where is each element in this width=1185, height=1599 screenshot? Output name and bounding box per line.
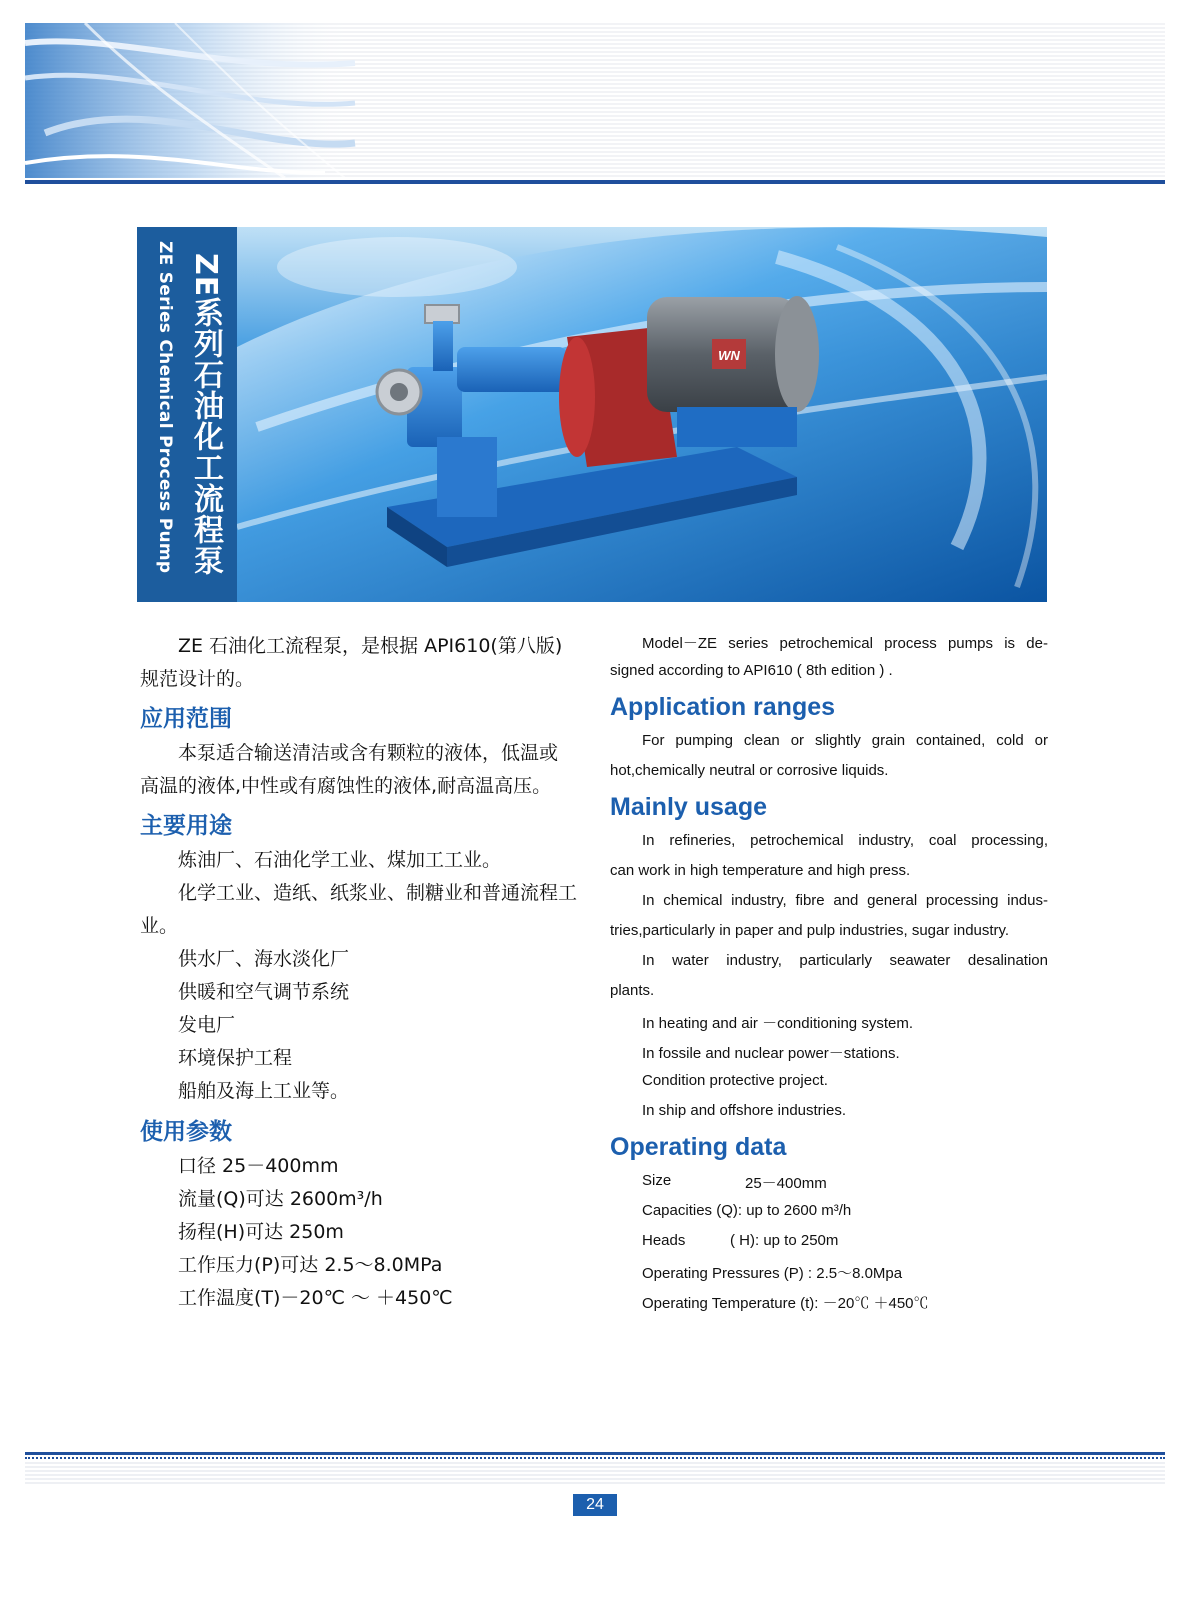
footer-band [25, 1462, 1165, 1484]
cn-usage-2b: 业。 [140, 915, 179, 937]
cn-usage-3: 供水厂、海水淡化厂 [178, 948, 350, 970]
en-op-temperature: Operating Temperature (t): －20℃ ＋450℃ [642, 1295, 929, 1312]
cn-usage-6: 环境保护工程 [178, 1047, 293, 1069]
cn-usage-4: 供暖和空气调节系统 [178, 981, 350, 1003]
motor-logo: WN [718, 348, 740, 363]
cn-usage-5: 发电厂 [178, 1014, 236, 1036]
cn-application-line-2: 高温的液体,中性或有腐蚀性的液体,耐高温高压。 [140, 775, 552, 797]
cn-intro-line-2: 规范设计的。 [140, 668, 255, 690]
swirl-graphic [25, 23, 1165, 178]
en-usage-6: Condition protective project. [642, 1072, 828, 1089]
cn-intro-line-1: ZE 石油化工流程泵，是根据 API610(第八版) [178, 635, 563, 657]
cn-usage-2a: 化学工业、造纸、纸浆业、制糖业和普通流程工 [178, 882, 578, 904]
en-op-heads-label: Heads [642, 1232, 686, 1249]
en-usage-2a: In chemical industry, fibre and general processing indus- [642, 892, 1048, 909]
pump-on-wave-illustration [137, 227, 1047, 602]
en-op-size-label: Size [642, 1172, 672, 1189]
page-number: 24 [573, 1494, 617, 1516]
cn-heading-usage: 主要用途 [140, 813, 232, 839]
cn-param-size: 口径 25－400mm [178, 1155, 339, 1177]
en-usage-5: In fossile and nuclear power－stations. [642, 1045, 900, 1062]
cn-heading-application: 应用范围 [140, 706, 232, 732]
header-banner [25, 23, 1165, 178]
en-usage-1b: can work in high temperature and high press. [610, 862, 911, 879]
en-op-pressure: Operating Pressures (P) : 2.5～8.0Mpa [642, 1265, 903, 1282]
cn-heading-params: 使用参数 [140, 1119, 232, 1145]
en-usage-7: In ship and offshore industries. [642, 1102, 847, 1119]
en-heading-usage: Mainly usage [610, 793, 767, 821]
cn-param-temperature: 工作温度(T)－20℃ ～ ＋450℃ [178, 1287, 453, 1309]
en-heading-application: Application ranges [610, 693, 836, 721]
hero-title-strip [137, 227, 237, 602]
cn-param-flow: 流量(Q)可达 2600m³/h [178, 1188, 383, 1210]
en-op-size-value: 25－400mm [745, 1175, 827, 1192]
cn-param-pressure: 工作压力(P)可达 2.5～8.0MPa [178, 1254, 443, 1276]
cn-param-head: 扬程(H)可达 250m [178, 1221, 344, 1243]
en-usage-1a: In refineries, petrochemical industry, coal processing, [642, 832, 1048, 849]
product-title-cn: ZE系列石油化工流程泵 [188, 253, 223, 577]
en-intro-line-1: Model－ZE series petrochemical process pumps is de- [642, 635, 1048, 652]
cn-usage-1: 炼油厂、石油化学工业、煤加工工业。 [178, 849, 502, 871]
en-application-line-1: For pumping clean or slightly grain contained, cold or [642, 732, 1048, 749]
footer-dotted-rule [25, 1457, 1165, 1459]
en-op-heads-value: ( H): up to 250m [730, 1232, 839, 1249]
en-op-capacity: Capacities (Q): up to 2600 m³/h [642, 1202, 852, 1219]
en-usage-4: In heating and air －conditioning system. [642, 1015, 913, 1032]
en-usage-2b: tries,particularly in paper and pulp industries, sugar industry. [610, 922, 1010, 939]
cn-application-line-1: 本泵适合输送清洁或含有颗粒的液体，低温或 [178, 742, 559, 764]
en-usage-3a: In water industry, particularly seawater desalination [642, 952, 1048, 969]
footer-rule [25, 1452, 1165, 1455]
en-usage-3b: plants. [610, 982, 655, 999]
header-rule [25, 180, 1165, 184]
cn-usage-7: 船舶及海上工业等。 [178, 1080, 350, 1102]
en-application-line-2: hot,chemically neutral or corrosive liquids. [610, 762, 889, 779]
hero-image [137, 227, 1047, 602]
product-title-en: ZE Series Chemical Process Pump [155, 241, 175, 574]
en-heading-operating: Operating data [610, 1133, 787, 1161]
en-intro-line-2: signed according to API610 ( 8th edition ) . [610, 662, 893, 679]
